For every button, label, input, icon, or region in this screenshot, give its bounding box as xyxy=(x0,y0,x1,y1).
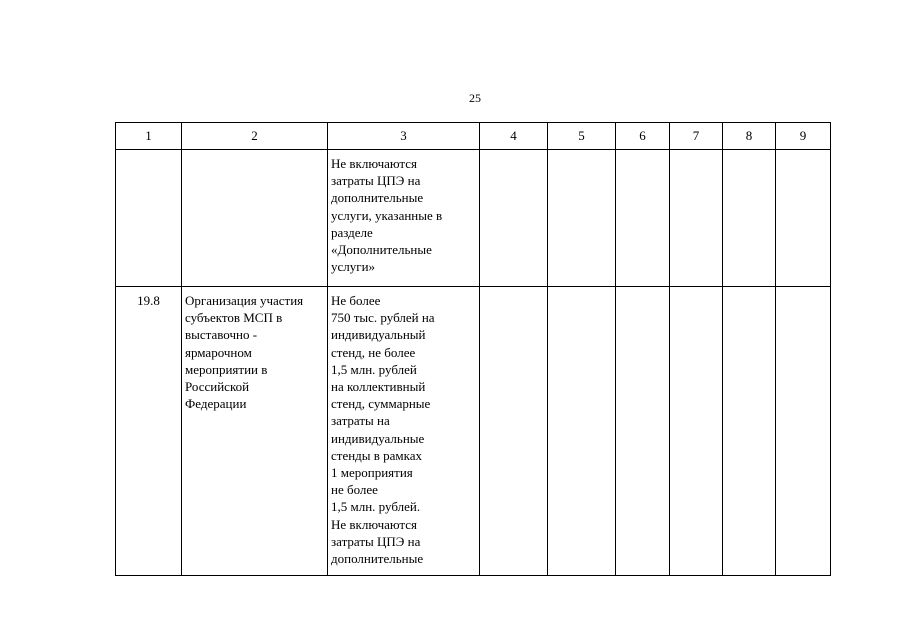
row-name-cell: Организация участия субъектов МСП в выставочно - ярмарочном мероприятии в Российской Федерации xyxy=(182,287,328,576)
table-cell xyxy=(723,150,776,287)
column-header: 2 xyxy=(182,123,328,150)
table-row xyxy=(116,150,831,287)
row-name-cell xyxy=(182,150,328,287)
table-cell xyxy=(480,150,548,287)
column-header: 7 xyxy=(670,123,723,150)
column-header: 9 xyxy=(776,123,831,150)
table-cell xyxy=(480,287,548,576)
table-cell xyxy=(548,287,616,576)
table-row xyxy=(116,287,831,576)
table-cell xyxy=(670,287,723,576)
row-number-cell xyxy=(116,150,182,287)
table-cell xyxy=(723,287,776,576)
table-cell xyxy=(616,150,670,287)
row-limit-cell: Не включаются затраты ЦПЭ на дополнительные услуги, указанные в разделе «Дополнительные услуги» xyxy=(328,150,480,287)
column-header: 1 xyxy=(116,123,182,150)
column-header: 5 xyxy=(548,123,616,150)
table-cell xyxy=(776,287,831,576)
column-header: 6 xyxy=(616,123,670,150)
column-header: 3 xyxy=(328,123,480,150)
column-header: 8 xyxy=(723,123,776,150)
table-cell xyxy=(616,287,670,576)
data-table xyxy=(115,122,831,576)
page-number: 25 xyxy=(469,91,481,105)
table-cell xyxy=(548,150,616,287)
row-number-cell: 19.8 xyxy=(116,287,182,576)
table-header-row xyxy=(116,123,831,150)
table-cell xyxy=(776,150,831,287)
table-cell xyxy=(670,150,723,287)
row-limit-cell: Не более 750 тыс. рублей на индивидуальный стенд, не более 1,5 млн. рублей на коллективный стенд, суммарные затраты на индивидуальные стенды в рамках 1 мероприятия не более 1,5 млн. рублей. Не включаются затраты ЦПЭ на дополнительные xyxy=(328,287,480,576)
column-header: 4 xyxy=(480,123,548,150)
